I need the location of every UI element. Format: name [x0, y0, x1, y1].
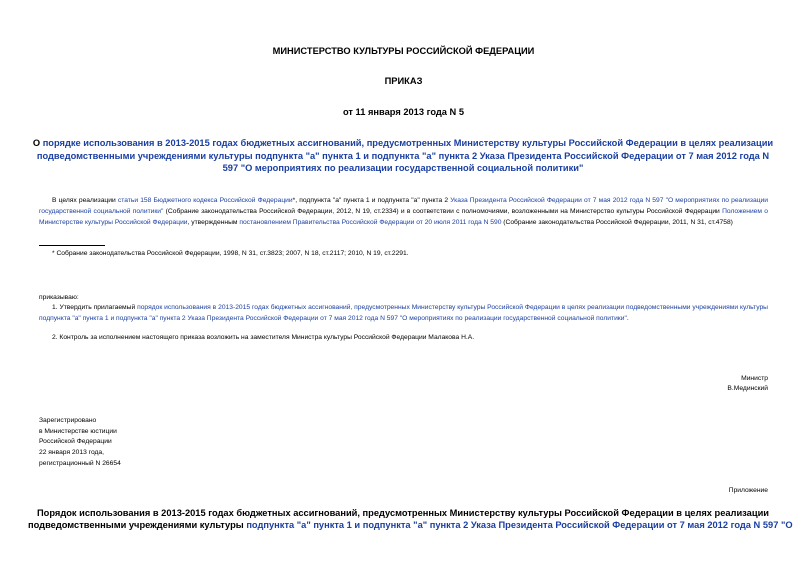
- order-item-1-suffix: .: [626, 314, 629, 322]
- preamble-text-2: *, подпункта "а" пункта 1 и подпункта "а" пункта 2: [292, 197, 451, 204]
- budget-code-link[interactable]: статьи 158 Бюджетного кодекса Российской Федерации: [117, 197, 293, 204]
- registration-line-3: Российской Федерации: [39, 438, 112, 446]
- registration-line-1: Зарегистрировано: [39, 417, 97, 424]
- signature-position: Министр: [741, 375, 768, 382]
- registration-line-5: регистрационный N 26654: [39, 459, 121, 467]
- preamble-text-3: (Собрание законодательства Российской Федерации, 2012, N 19, ст.2334) и в соответствии с полномочиями, возложенными на Министерство культуры Российской Федерации: [163, 207, 723, 215]
- preamble-paragraph: [39, 196, 768, 229]
- title-link[interactable]: порядке использования в 2013-2015 годах бюджетных ассигнований, предусмотренных Министерству культуры Российской Федерации в целях реализации подведомственными учреждениями культуры подпункта "а" пункта 1 и подпункта "а" пункта 2 Указа Президента Российской Федерации от 7 мая 2012 года N 597 "О мероприятиях по реализации государственной социальной политики": [36, 138, 774, 173]
- signature-name: В.Мединский: [727, 385, 768, 392]
- registration-block: [39, 416, 121, 470]
- appendix-title-line-2: [28, 519, 793, 532]
- document-title: [28, 137, 778, 175]
- footnote: * Собрание законодательства Российской Федерации, 1998, N 31, ст.3823; 2007, N 18, ст.2117; 2010, N 19, ст.2291.: [52, 250, 409, 257]
- government-resolution-link[interactable]: постановлением Правительства Российской Федерации от 20 июля 2011 года N 590: [239, 218, 502, 226]
- title-prefix: О: [32, 138, 43, 148]
- order-item-1: [39, 303, 768, 325]
- order-intro: приказываю:: [39, 294, 79, 301]
- ministry-regulation-link[interactable]: Положением о Министерстве культуры Российской Федерации: [39, 207, 768, 226]
- footnote-separator: [39, 245, 105, 246]
- registration-line-4: 22 января 2013 года,: [39, 449, 105, 457]
- procedure-link[interactable]: порядок использования в 2013-2015 годах бюджетных ассигнований, предусмотренных Министерству культуры Российской Федерации в целях реализации подведомственными учреждениями культуры подпункта "а" пункта 1 и подпункта "а" пункта 2 Указа Президента Российской Федерации от 7 мая 2012 года N 597 "О мероприятиях по реализации государственной социальной политики": [39, 304, 768, 322]
- ministry-heading: МИНИСТЕРСТВО КУЛЬТУРЫ РОССИЙСКОЙ ФЕДЕРАЦИИ: [272, 46, 535, 56]
- preamble-text-4: , утвержденным: [187, 218, 240, 226]
- decree-597-link[interactable]: Указа Президента Российской Федерации от 7 мая 2012 года N 597 "О мероприятиях по реализации государственной социальной политики": [39, 197, 768, 215]
- order-item-2: 2. Контроль за исполнением настоящего приказа возложить на заместителя Министра культуры Российской Федерации Малакова Н.А.: [52, 334, 475, 341]
- registration-line-2: в Министерстве юстиции: [39, 427, 117, 435]
- appendix-title-prefix: подведомственными учреждениями культуры: [28, 520, 247, 530]
- appendix-label: Приложение: [728, 487, 768, 494]
- preamble-text-5: (Собрание законодательства Российской Федерации, 2011, N 31, ст.4758): [501, 218, 733, 226]
- order-heading: ПРИКАЗ: [384, 76, 423, 86]
- order-date: от 11 января 2013 года N 5: [342, 107, 465, 117]
- order-item-1-prefix: 1. Утвердить прилагаемый: [52, 304, 138, 311]
- preamble-text-1: В целях реализации: [52, 197, 118, 204]
- appendix-title-line-1: Порядок использования в 2013-2015 годах бюджетных ассигнований, предусмотренных Министерству культуры Российской Федерации в целях реализации: [36, 508, 769, 518]
- appendix-title-link[interactable]: подпункта "а" пункта 1 и подпункта "а" пункта 2 Указа Президента Российской Федерации от 7 мая 2012 года N 597 "О: [246, 520, 793, 530]
